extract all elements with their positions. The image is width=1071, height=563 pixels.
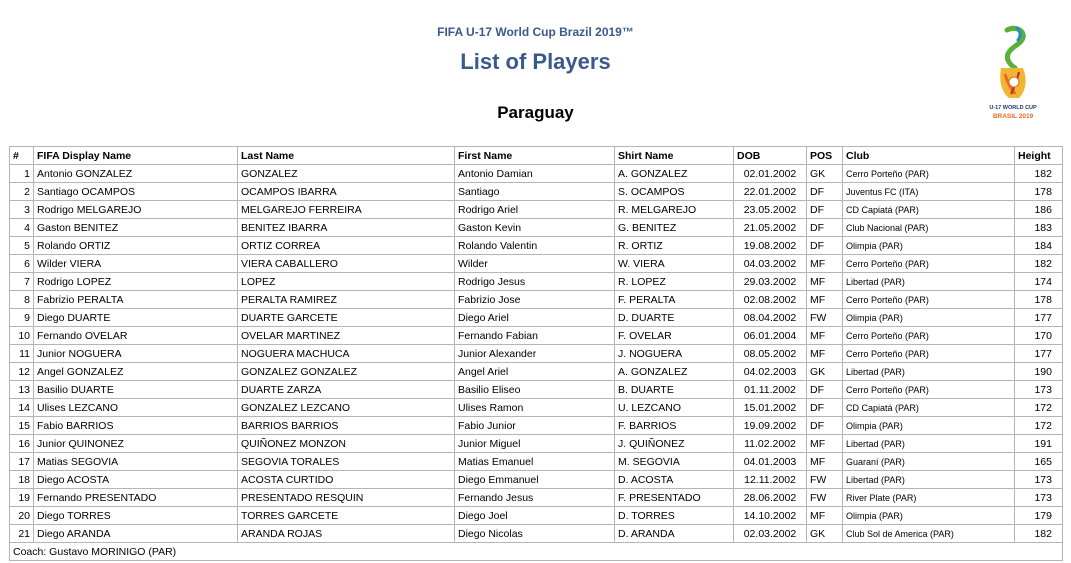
cell-height: 177 xyxy=(1015,345,1063,363)
cell-club: Club Sol de America (PAR) xyxy=(843,525,1015,543)
cell-number: 4 xyxy=(10,219,34,237)
cell-number: 8 xyxy=(10,291,34,309)
cell-dob: 15.01.2002 xyxy=(734,399,807,417)
cell-display-name: Fabrizio PERALTA xyxy=(34,291,238,309)
cell-number: 11 xyxy=(10,345,34,363)
cell-dob: 23.05.2002 xyxy=(734,201,807,219)
cell-last-name: ARANDA ROJAS xyxy=(238,525,455,543)
cell-number: 20 xyxy=(10,507,34,525)
cell-last-name: VIERA CABALLERO xyxy=(238,255,455,273)
cell-number: 19 xyxy=(10,489,34,507)
cell-number: 7 xyxy=(10,273,34,291)
cell-last-name: SEGOVIA TORALES xyxy=(238,453,455,471)
cell-position: FW xyxy=(807,471,843,489)
cell-number: 21 xyxy=(10,525,34,543)
cell-shirt-name: F. OVELAR xyxy=(615,327,734,345)
cell-dob: 02.01.2002 xyxy=(734,165,807,183)
cell-height: 173 xyxy=(1015,489,1063,507)
table-row xyxy=(10,165,1063,183)
table-row xyxy=(10,327,1063,345)
cell-position: DF xyxy=(807,381,843,399)
cell-shirt-name: D. DUARTE xyxy=(615,309,734,327)
cell-last-name: GONZALEZ LEZCANO xyxy=(238,399,455,417)
cell-height: 170 xyxy=(1015,327,1063,345)
cell-dob: 04.02.2003 xyxy=(734,363,807,381)
cell-first-name: Rodrigo Jesus xyxy=(455,273,615,291)
cell-position: DF xyxy=(807,219,843,237)
cell-position: DF xyxy=(807,417,843,435)
cell-height: 184 xyxy=(1015,237,1063,255)
cell-dob: 28.06.2002 xyxy=(734,489,807,507)
cell-height: 190 xyxy=(1015,363,1063,381)
table-row xyxy=(10,201,1063,219)
cell-height: 183 xyxy=(1015,219,1063,237)
table-row xyxy=(10,345,1063,363)
cell-club: Juventus FC (ITA) xyxy=(843,183,1015,201)
cell-shirt-name: D. TORRES xyxy=(615,507,734,525)
cell-number: 17 xyxy=(10,453,34,471)
cell-shirt-name: D. ARANDA xyxy=(615,525,734,543)
cell-first-name: Fernando Jesus xyxy=(455,489,615,507)
cell-position: DF xyxy=(807,399,843,417)
tournament-logo xyxy=(985,24,1041,124)
cell-club: Olimpia (PAR) xyxy=(843,309,1015,327)
cell-last-name: OCAMPOS IBARRA xyxy=(238,183,455,201)
column-header-last-name: Last Name xyxy=(238,147,455,165)
cell-display-name: Santiago OCAMPOS xyxy=(34,183,238,201)
cell-shirt-name: G. BENITEZ xyxy=(615,219,734,237)
table-row xyxy=(10,435,1063,453)
cell-club: Cerro Porteño (PAR) xyxy=(843,291,1015,309)
cell-last-name: ACOSTA CURTIDO xyxy=(238,471,455,489)
cell-position: DF xyxy=(807,237,843,255)
cell-height: 165 xyxy=(1015,453,1063,471)
cell-last-name: QUIÑONEZ MONZON xyxy=(238,435,455,453)
cell-dob: 04.01.2003 xyxy=(734,453,807,471)
cell-shirt-name: J. NOGUERA xyxy=(615,345,734,363)
cell-position: DF xyxy=(807,201,843,219)
cell-last-name: DUARTE ZARZA xyxy=(238,381,455,399)
cell-first-name: Junior Miguel xyxy=(455,435,615,453)
cell-club: Cerro Porteño (PAR) xyxy=(843,255,1015,273)
cell-number: 6 xyxy=(10,255,34,273)
cell-last-name: PERALTA RAMIREZ xyxy=(238,291,455,309)
cell-display-name: Junior QUINONEZ xyxy=(34,435,238,453)
cell-number: 18 xyxy=(10,471,34,489)
cell-position: MF xyxy=(807,435,843,453)
cell-shirt-name: F. BARRIOS xyxy=(615,417,734,435)
cell-shirt-name: A. GONZALEZ xyxy=(615,363,734,381)
cell-number: 1 xyxy=(10,165,34,183)
cell-last-name: BENITEZ IBARRA xyxy=(238,219,455,237)
cell-display-name: Wilder VIERA xyxy=(34,255,238,273)
cell-shirt-name: R. MELGAREJO xyxy=(615,201,734,219)
table-row xyxy=(10,525,1063,543)
cell-height: 182 xyxy=(1015,255,1063,273)
cell-first-name: Rolando Valentin xyxy=(455,237,615,255)
cell-display-name: Rodrigo LOPEZ xyxy=(34,273,238,291)
cell-height: 173 xyxy=(1015,381,1063,399)
cell-dob: 01.11.2002 xyxy=(734,381,807,399)
players-table xyxy=(9,146,1063,561)
cell-last-name: PRESENTADO RESQUIN xyxy=(238,489,455,507)
cell-first-name: Fabrizio Jose xyxy=(455,291,615,309)
cell-number: 14 xyxy=(10,399,34,417)
cell-dob: 08.04.2002 xyxy=(734,309,807,327)
table-row xyxy=(10,291,1063,309)
cell-display-name: Angel GONZALEZ xyxy=(34,363,238,381)
cell-club: CD Capiatá (PAR) xyxy=(843,399,1015,417)
coach-cell: Coach: Gustavo MORINIGO (PAR) xyxy=(10,543,1063,561)
cell-number: 2 xyxy=(10,183,34,201)
cell-number: 5 xyxy=(10,237,34,255)
cell-club: Libertad (PAR) xyxy=(843,435,1015,453)
cell-shirt-name: R. LOPEZ xyxy=(615,273,734,291)
cell-first-name: Diego Nicolas xyxy=(455,525,615,543)
cell-last-name: ORTIZ CORREA xyxy=(238,237,455,255)
cell-shirt-name: W. VIERA xyxy=(615,255,734,273)
cell-display-name: Diego ACOSTA xyxy=(34,471,238,489)
cell-last-name: TORRES GARCETE xyxy=(238,507,455,525)
cell-club: Cerro Porteño (PAR) xyxy=(843,327,1015,345)
cell-shirt-name: F. PERALTA xyxy=(615,291,734,309)
trophy-logo-icon xyxy=(985,24,1041,124)
cell-display-name: Fernando PRESENTADO xyxy=(34,489,238,507)
column-header-position: POS xyxy=(807,147,843,165)
cell-last-name: GONZALEZ xyxy=(238,165,455,183)
cell-position: MF xyxy=(807,507,843,525)
cell-dob: 08.05.2002 xyxy=(734,345,807,363)
cell-first-name: Diego Joel xyxy=(455,507,615,525)
table-row xyxy=(10,363,1063,381)
cell-club: Guaraní (PAR) xyxy=(843,453,1015,471)
table-row xyxy=(10,489,1063,507)
table-row xyxy=(10,453,1063,471)
cell-display-name: Basilio DUARTE xyxy=(34,381,238,399)
cell-display-name: Rodrigo MELGAREJO xyxy=(34,201,238,219)
cell-shirt-name: D. ACOSTA xyxy=(615,471,734,489)
cell-position: MF xyxy=(807,345,843,363)
cell-first-name: Fernando Fabian xyxy=(455,327,615,345)
cell-height: 179 xyxy=(1015,507,1063,525)
cell-height: 182 xyxy=(1015,165,1063,183)
cell-club: Libertad (PAR) xyxy=(843,363,1015,381)
cell-club: Libertad (PAR) xyxy=(843,471,1015,489)
cell-position: MF xyxy=(807,255,843,273)
cell-position: FW xyxy=(807,489,843,507)
cell-first-name: Junior Alexander xyxy=(455,345,615,363)
column-header-first-name: First Name xyxy=(455,147,615,165)
column-header-display-name: FIFA Display Name xyxy=(34,147,238,165)
cell-dob: 12.11.2002 xyxy=(734,471,807,489)
cell-first-name: Matias Emanuel xyxy=(455,453,615,471)
cell-first-name: Santiago xyxy=(455,183,615,201)
table-row xyxy=(10,219,1063,237)
cell-display-name: Gaston BENITEZ xyxy=(34,219,238,237)
cell-display-name: Diego DUARTE xyxy=(34,309,238,327)
table-row xyxy=(10,507,1063,525)
cell-dob: 19.09.2002 xyxy=(734,417,807,435)
cell-number: 16 xyxy=(10,435,34,453)
cell-number: 9 xyxy=(10,309,34,327)
cell-position: GK xyxy=(807,525,843,543)
table-row xyxy=(10,183,1063,201)
cell-last-name: LOPEZ xyxy=(238,273,455,291)
cell-height: 172 xyxy=(1015,399,1063,417)
cell-club: Club Nacional (PAR) xyxy=(843,219,1015,237)
cell-club: CD Capiatá (PAR) xyxy=(843,201,1015,219)
cell-last-name: OVELAR MARTINEZ xyxy=(238,327,455,345)
cell-last-name: BARRIOS BARRIOS xyxy=(238,417,455,435)
table-row xyxy=(10,255,1063,273)
cell-shirt-name: A. GONZALEZ xyxy=(615,165,734,183)
cell-shirt-name: U. LEZCANO xyxy=(615,399,734,417)
cell-height: 191 xyxy=(1015,435,1063,453)
cell-display-name: Fernando OVELAR xyxy=(34,327,238,345)
cell-display-name: Fabio BARRIOS xyxy=(34,417,238,435)
table-row xyxy=(10,471,1063,489)
cell-position: MF xyxy=(807,291,843,309)
cell-first-name: Diego Ariel xyxy=(455,309,615,327)
cell-dob: 21.05.2002 xyxy=(734,219,807,237)
cell-position: DF xyxy=(807,183,843,201)
cell-number: 10 xyxy=(10,327,34,345)
cell-first-name: Wilder xyxy=(455,255,615,273)
team-name: Paraguay xyxy=(497,103,574,122)
cell-height: 173 xyxy=(1015,471,1063,489)
page-title: List of Players xyxy=(460,49,611,74)
cell-display-name: Diego TORRES xyxy=(34,507,238,525)
cell-position: FW xyxy=(807,309,843,327)
cell-number: 15 xyxy=(10,417,34,435)
table-row xyxy=(10,381,1063,399)
cell-display-name: Junior NOGUERA xyxy=(34,345,238,363)
cell-shirt-name: S. OCAMPOS xyxy=(615,183,734,201)
cell-display-name: Ulises LEZCANO xyxy=(34,399,238,417)
cell-first-name: Fabio Junior xyxy=(455,417,615,435)
cell-number: 13 xyxy=(10,381,34,399)
cell-height: 178 xyxy=(1015,291,1063,309)
cell-dob: 29.03.2002 xyxy=(734,273,807,291)
column-header-shirt-name: Shirt Name xyxy=(615,147,734,165)
table-row xyxy=(10,237,1063,255)
cell-height: 178 xyxy=(1015,183,1063,201)
table-header-row xyxy=(10,147,1063,165)
cell-last-name: GONZALEZ GONZALEZ xyxy=(238,363,455,381)
cell-height: 182 xyxy=(1015,525,1063,543)
cell-club: Libertad (PAR) xyxy=(843,273,1015,291)
cell-club: River Plate (PAR) xyxy=(843,489,1015,507)
cell-last-name: DUARTE GARCETE xyxy=(238,309,455,327)
cell-height: 172 xyxy=(1015,417,1063,435)
cell-club: Cerro Porteño (PAR) xyxy=(843,165,1015,183)
cell-position: MF xyxy=(807,327,843,345)
cell-shirt-name: B. DUARTE xyxy=(615,381,734,399)
cell-dob: 02.08.2002 xyxy=(734,291,807,309)
cell-height: 186 xyxy=(1015,201,1063,219)
cell-shirt-name: R. ORTIZ xyxy=(615,237,734,255)
cell-number: 12 xyxy=(10,363,34,381)
cell-display-name: Antonio GONZALEZ xyxy=(34,165,238,183)
cell-shirt-name: M. SEGOVIA xyxy=(615,453,734,471)
table-row xyxy=(10,309,1063,327)
cell-dob: 11.02.2002 xyxy=(734,435,807,453)
cell-shirt-name: J. QUIÑONEZ xyxy=(615,435,734,453)
cell-club: Olimpia (PAR) xyxy=(843,237,1015,255)
table-row xyxy=(10,273,1063,291)
cell-position: MF xyxy=(807,453,843,471)
cell-club: Olimpia (PAR) xyxy=(843,417,1015,435)
cell-first-name: Antonio Damian xyxy=(455,165,615,183)
cell-height: 177 xyxy=(1015,309,1063,327)
table-row xyxy=(10,399,1063,417)
column-header-dob: DOB xyxy=(734,147,807,165)
cell-position: GK xyxy=(807,363,843,381)
cell-display-name: Rolando ORTIZ xyxy=(34,237,238,255)
cell-dob: 06.01.2004 xyxy=(734,327,807,345)
cell-position: MF xyxy=(807,273,843,291)
logo-line2: BRASIL 2019 xyxy=(992,113,1034,120)
cell-height: 174 xyxy=(1015,273,1063,291)
logo-line1: U-17 WORLD CUP xyxy=(989,105,1037,111)
cell-first-name: Basilio Eliseo xyxy=(455,381,615,399)
cell-first-name: Rodrigo Ariel xyxy=(455,201,615,219)
cell-dob: 04.03.2002 xyxy=(734,255,807,273)
event-title: FIFA U-17 World Cup Brazil 2019™ xyxy=(437,25,634,39)
cell-first-name: Gaston Kevin xyxy=(455,219,615,237)
cell-position: GK xyxy=(807,165,843,183)
cell-dob: 14.10.2002 xyxy=(734,507,807,525)
table-row xyxy=(10,417,1063,435)
cell-first-name: Ulises Ramon xyxy=(455,399,615,417)
cell-display-name: Diego ARANDA xyxy=(34,525,238,543)
cell-first-name: Angel Ariel xyxy=(455,363,615,381)
column-header-number: # xyxy=(10,147,34,165)
cell-dob: 19.08.2002 xyxy=(734,237,807,255)
cell-dob: 22.01.2002 xyxy=(734,183,807,201)
coach-row xyxy=(10,543,1063,561)
cell-number: 3 xyxy=(10,201,34,219)
cell-club: Cerro Porteño (PAR) xyxy=(843,381,1015,399)
cell-club: Olimpia (PAR) xyxy=(843,507,1015,525)
cell-dob: 02.03.2002 xyxy=(734,525,807,543)
cell-shirt-name: F. PRESENTADO xyxy=(615,489,734,507)
column-header-club: Club xyxy=(843,147,1015,165)
column-header-height: Height xyxy=(1015,147,1063,165)
cell-first-name: Diego Emmanuel xyxy=(455,471,615,489)
cell-last-name: MELGAREJO FERREIRA xyxy=(238,201,455,219)
cell-display-name: Matias SEGOVIA xyxy=(34,453,238,471)
cell-club: Cerro Porteño (PAR) xyxy=(843,345,1015,363)
cell-last-name: NOGUERA MACHUCA xyxy=(238,345,455,363)
